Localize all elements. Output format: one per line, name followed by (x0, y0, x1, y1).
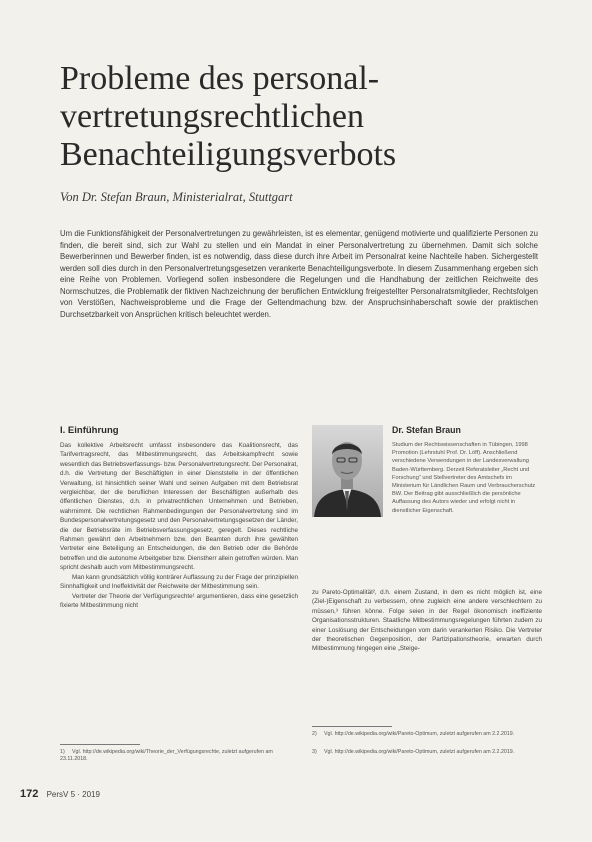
left-column (60, 441, 298, 610)
footnote-number: 2) (312, 731, 317, 737)
author-photo-icon (312, 425, 383, 517)
footnote-text: Vgl. http://de.wikipedia.org/wiki/Theorie_der_Verfügungsrechte, zuletzt aufgerufen am 23.11.2018. (60, 749, 273, 763)
author-bio: Studium der Rechtswissenschaften in Tübingen, 1998 Promotion (Lehrstuhl Prof. Dr. Löff). Anschließend verschiedene Verwendungen in der Landesverwaltung Baden-Württemberg. Derzeit Referatsleiter „Recht und Forschung“ und Stellvertreter des Amtschefs im Ministerium für Ländlichen Raum und Verbraucherschutz BW. Der Beitrag gibt ausschließlich die persönliche Auffassung des Autors wieder und erfolgt nicht in dienstlicher Eigenschaft. (392, 442, 536, 514)
footnote-rule (312, 726, 392, 727)
page-number: 172 (20, 788, 39, 800)
footnote-text: Vgl. http://de.wikipedia.org/wiki/Pareto-Optimum, zuletzt aufgerufen am 2.2.2019. (324, 749, 515, 755)
footnote (312, 731, 542, 738)
author-byline: Von Dr. Stefan Braun, Ministerialrat, Stuttgart (60, 190, 293, 204)
right-column-text: zu Pareto-Optimalität², d.h. einem Zustand, in dem es nicht möglich ist, eine (Ziel-)Eigenschaft zu verbessern, ohne zugleich eine andere verschlechtern zu müssen,³ führen könne. Folge seien in der Regel ökonomisch ineffiziente Organisationsstrukturen. Staatliche Mitbestimmungsregelungen führten zudem zu einer Loslösung der Entscheidungen vom darin verankerten Risiko. Die Vertreter der theoretischen Gegenposition, der Partizipationstheorie, erwarten durch Mitbestimmung hingegen eine „Steige- (312, 589, 542, 653)
footnote (60, 749, 298, 764)
title-line: vertretungsrechtlichen (60, 98, 364, 135)
body-paragraph: Das kollektive Arbeitsrecht umfasst insbesondere das Koalitionsrecht, das Tarifvertragsrecht, das Mitbestimmungsrecht, das Arbeitskampfrecht sowie wesentlich das Betriebsverfassungs- bzw. Personalvertretungsrecht. Der Personalrat, d.h. die Vertretung der Beschäftigten in einer Dienststelle in der öffentlichen Verwaltung, ist hinsichtlich seiner Wahl und seinen Aufgaben mit dem Betriebsrat vergleichbar, der die beruflichen Interessen der Beschäftigten außerhalb des öffentlichen Dienstes, d.h. in privatrechtlichen Unternehmen und Betrieben, wahrnimmt. Die rechtlichen Rahmenbedingungen der Personalvertretung sind im Bundespersonalvertretungsgesetz und den Personalvertretungsgesetzen der Länder, die der Betriebsräte im Betriebsverfassungsgesetz, geregelt. Dieses rechtliche Rahmen gewährt den Arbeitnehmern bzw. den Beamten durch ihre gewählten Vertreter eine Beteiligung an Entscheidungen, die den Betrieb oder die Behörde betreffen und die autonome Arbeitgeber bzw. Dienstherr allein getroffen würden. Man spricht deshalb auch vom Mitbestimmungsrecht. (60, 442, 298, 572)
author-portrait (312, 425, 383, 517)
body-paragraph: Man kann grundsätzlich völlig konträrer Auffassung zu der Frage der prinzipiellen Sinnhaftigkeit und Ineffektivität der Reichweite der Mitbestimmung sein. (60, 573, 298, 591)
journal-issue: PersV 5 · 2019 (46, 790, 100, 799)
title-line: Benachteiligungsverbots (60, 136, 397, 173)
section-heading: I. Einführung (60, 425, 119, 436)
article-abstract: Um die Funktionsfähigkeit der Personalvertretungen zu gewährleisten, ist es elementar, genügend motivierte und qualifizierte Personen zu finden, die bereit sind, sich zur Wahl zu stellen und ein Mandat in einer Personalvertretung zu übernehmen. Damit sich solche Bewerberinnen und Bewerber finden, ist es notwendig, dass diese durch ihre Arbeit im Personalrat keine Nachteile haben. Sichergestellt werden soll dies durch in den Personalvertretungsgesetzen verankerte Benachteiligungsverbote. In diesem Zusammenhang ergeben sich eine Reihe von Problemen. Vorliegend sollen insbesondere die Regelungen und die Handhabung der zeitlichen Reichweite des Normschutzes, die Problematik der fiktiven Nachzeichnung der beruflichen Entwicklung freigestellter Personalratsmitglieder, Rechtsfolgen von Verstößen, Nachweisprobleme und die Frage der Geltendmachung bzw. der Anspruchsinhaberschaft sowie der praktischen Durchsetzbarkeit von Ansprüchen kritisch beleuchtet werden. (60, 229, 538, 319)
footnote-number: 3) (312, 749, 317, 755)
footnote-number: 1) (60, 749, 65, 755)
author-name: Dr. Stefan Braun (392, 425, 461, 435)
page-footer (20, 788, 100, 800)
footnote-text: Vgl. http://de.wikipedia.org/wiki/Pareto-Optimum, zuletzt aufgerufen am 2.2.2019. (324, 731, 515, 737)
footnote-rule (60, 744, 140, 745)
article-title (60, 60, 540, 174)
title-line: Probleme des personal- (60, 60, 380, 97)
footnote (312, 749, 542, 756)
body-paragraph: Vertreter der Theorie der Verfügungsrechte¹ argumentieren, dass eine gesetzlich fixierte Mitbestimmung nicht (60, 592, 298, 609)
